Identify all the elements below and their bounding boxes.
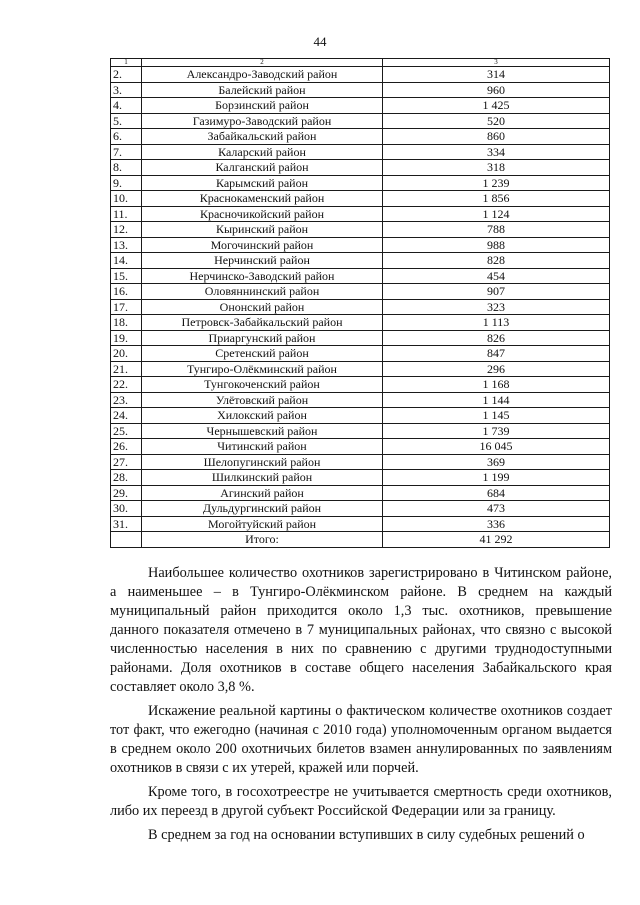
hunter-count-cell: 296 xyxy=(383,361,610,377)
district-name-cell: Могочинский район xyxy=(142,237,383,253)
row-number-cell: 21. xyxy=(111,361,142,377)
table-row xyxy=(111,129,610,145)
row-number-cell: 8. xyxy=(111,160,142,176)
hunter-count-cell: 684 xyxy=(383,485,610,501)
table-row xyxy=(111,361,610,377)
hunters-by-district-table xyxy=(110,58,610,548)
hunter-count-cell: 860 xyxy=(383,129,610,145)
table-row xyxy=(111,485,610,501)
table-row xyxy=(111,237,610,253)
paragraph: Искажение реальной картины о фактическом количестве охотников создает тот факт, что ежегодно (начиная с 2010 года) уполномоченным органом выдается в среднем около 200 охотничьих билетов взамен аннулированных по заявлениям охотников в связи с их утерей, кражей или порчей. xyxy=(110,703,612,776)
row-number-cell: 30. xyxy=(111,501,142,517)
row-number-cell: 7. xyxy=(111,144,142,160)
column-number-1: 1 xyxy=(111,59,142,67)
district-name-cell: Забайкальский район xyxy=(142,129,383,145)
hunter-count-cell: 1 856 xyxy=(383,191,610,207)
district-name-cell: Балейский район xyxy=(142,82,383,98)
row-number-cell: 11. xyxy=(111,206,142,222)
district-name-cell: Сретенский район xyxy=(142,346,383,362)
district-name-cell: Борзинский район xyxy=(142,98,383,114)
hunter-count-cell: 1 113 xyxy=(383,315,610,331)
row-number-cell: 24. xyxy=(111,408,142,424)
total-label-cell: Итого: xyxy=(142,532,383,548)
hunter-count-cell: 314 xyxy=(383,67,610,83)
district-name-cell: Улётовский район xyxy=(142,392,383,408)
hunter-count-cell: 520 xyxy=(383,113,610,129)
paragraph: Кроме того, в госохотреестре не учитывается смертность среди охотников, либо их переезд в другой субъект Российской Федерации или за границу. xyxy=(110,784,612,819)
row-number-cell: 27. xyxy=(111,454,142,470)
table-row xyxy=(111,346,610,362)
table-body xyxy=(111,59,610,548)
district-name-cell: Шилкинский район xyxy=(142,470,383,486)
district-name-cell: Чернышевский район xyxy=(142,423,383,439)
hunter-count-cell: 847 xyxy=(383,346,610,362)
row-number-cell: 13. xyxy=(111,237,142,253)
district-name-cell: Петровск-Забайкальский район xyxy=(142,315,383,331)
district-name-cell: Красночикойский район xyxy=(142,206,383,222)
table-row xyxy=(111,82,610,98)
table-row xyxy=(111,284,610,300)
district-name-cell: Агинский район xyxy=(142,485,383,501)
district-name-cell: Александро-Заводский район xyxy=(142,67,383,83)
row-number-cell: 31. xyxy=(111,516,142,532)
hunter-count-cell: 1 739 xyxy=(383,423,610,439)
district-name-cell: Оловяннинский район xyxy=(142,284,383,300)
table-row xyxy=(111,206,610,222)
row-number-cell: 4. xyxy=(111,98,142,114)
district-name-cell: Карымский район xyxy=(142,175,383,191)
row-number-cell: 19. xyxy=(111,330,142,346)
row-number-cell: 20. xyxy=(111,346,142,362)
row-number-cell: 3. xyxy=(111,82,142,98)
row-number-cell: 10. xyxy=(111,191,142,207)
hunter-count-cell: 1 425 xyxy=(383,98,610,114)
total-value-cell: 41 292 xyxy=(383,532,610,548)
district-name-cell: Каларский район xyxy=(142,144,383,160)
column-number-row xyxy=(111,59,610,67)
district-name-cell: Хилокский район xyxy=(142,408,383,424)
district-name-cell: Тунгокоченский район xyxy=(142,377,383,393)
table-row xyxy=(111,408,610,424)
paragraph: Наибольшее количество охотников зарегистрировано в Читинском районе, а наименьшее – в Тунгиро-Олёкминском районе. В среднем на каждый муниципальный район приходится около 1,3 тыс. охотников, превышение данного показателя отмечено в 7 муниципальных районах, что связно с высокой численностью населения в них по сравнению с другими труднодоступными районами. Доля охотников в составе общего населения Забайкальского края составляет около 3,8 %. xyxy=(110,565,612,695)
hunter-count-cell: 907 xyxy=(383,284,610,300)
hunter-count-cell: 1 124 xyxy=(383,206,610,222)
hunter-count-cell: 1 199 xyxy=(383,470,610,486)
hunter-count-cell: 369 xyxy=(383,454,610,470)
row-number-cell: 2. xyxy=(111,67,142,83)
total-number-cell xyxy=(111,532,142,548)
table-row xyxy=(111,98,610,114)
row-number-cell: 17. xyxy=(111,299,142,315)
district-name-cell: Читинский район xyxy=(142,439,383,455)
hunter-count-cell: 988 xyxy=(383,237,610,253)
table-row xyxy=(111,377,610,393)
row-number-cell: 5. xyxy=(111,113,142,129)
row-number-cell: 26. xyxy=(111,439,142,455)
district-name-cell: Могойтуйский район xyxy=(142,516,383,532)
column-number-2: 2 xyxy=(142,59,383,67)
hunter-count-cell: 1 145 xyxy=(383,408,610,424)
hunter-count-cell: 1 144 xyxy=(383,392,610,408)
table-row xyxy=(111,299,610,315)
row-number-cell: 22. xyxy=(111,377,142,393)
district-name-cell: Дульдургинский район xyxy=(142,501,383,517)
body-text xyxy=(110,564,612,850)
column-number-3: 3 xyxy=(383,59,610,67)
district-name-cell: Приаргунский район xyxy=(142,330,383,346)
hunter-count-cell: 828 xyxy=(383,253,610,269)
table-row xyxy=(111,191,610,207)
table-row xyxy=(111,470,610,486)
district-name-cell: Нерчинско-Заводский район xyxy=(142,268,383,284)
table-row xyxy=(111,315,610,331)
row-number-cell: 12. xyxy=(111,222,142,238)
page-number: 44 xyxy=(313,34,327,49)
hunter-count-cell: 334 xyxy=(383,144,610,160)
hunter-count-cell: 323 xyxy=(383,299,610,315)
table-row xyxy=(111,423,610,439)
hunter-count-cell: 960 xyxy=(383,82,610,98)
total-row xyxy=(111,532,610,548)
hunter-count-cell: 473 xyxy=(383,501,610,517)
paragraph: В среднем за год на основании вступивших в силу судебных решений о xyxy=(148,827,585,843)
row-number-cell: 23. xyxy=(111,392,142,408)
hunter-count-cell: 16 045 xyxy=(383,439,610,455)
table-row xyxy=(111,113,610,129)
district-name-cell: Нерчинский район xyxy=(142,253,383,269)
table-row xyxy=(111,67,610,83)
hunter-count-cell: 336 xyxy=(383,516,610,532)
table-row xyxy=(111,144,610,160)
district-name-cell: Газимуро-Заводский район xyxy=(142,113,383,129)
hunter-count-cell: 1 239 xyxy=(383,175,610,191)
table-row xyxy=(111,222,610,238)
table-row xyxy=(111,253,610,269)
hunter-count-cell: 1 168 xyxy=(383,377,610,393)
row-number-cell: 16. xyxy=(111,284,142,300)
hunter-count-cell: 318 xyxy=(383,160,610,176)
table-row xyxy=(111,160,610,176)
table-row xyxy=(111,454,610,470)
row-number-cell: 18. xyxy=(111,315,142,331)
district-name-cell: Кыринский район xyxy=(142,222,383,238)
table-row xyxy=(111,268,610,284)
table-row xyxy=(111,501,610,517)
table-row xyxy=(111,330,610,346)
row-number-cell: 6. xyxy=(111,129,142,145)
hunter-count-cell: 788 xyxy=(383,222,610,238)
row-number-cell: 14. xyxy=(111,253,142,269)
table-row xyxy=(111,175,610,191)
table-row xyxy=(111,439,610,455)
table-row xyxy=(111,392,610,408)
hunter-count-cell: 454 xyxy=(383,268,610,284)
district-name-cell: Ононский район xyxy=(142,299,383,315)
district-name-cell: Тунгиро-Олёкминский район xyxy=(142,361,383,377)
row-number-cell: 29. xyxy=(111,485,142,501)
hunter-count-cell: 826 xyxy=(383,330,610,346)
district-name-cell: Шелопугинский район xyxy=(142,454,383,470)
district-name-cell: Калганский район xyxy=(142,160,383,176)
district-name-cell: Краснокаменский район xyxy=(142,191,383,207)
row-number-cell: 9. xyxy=(111,175,142,191)
row-number-cell: 15. xyxy=(111,268,142,284)
row-number-cell: 25. xyxy=(111,423,142,439)
table-row xyxy=(111,516,610,532)
row-number-cell: 28. xyxy=(111,470,142,486)
